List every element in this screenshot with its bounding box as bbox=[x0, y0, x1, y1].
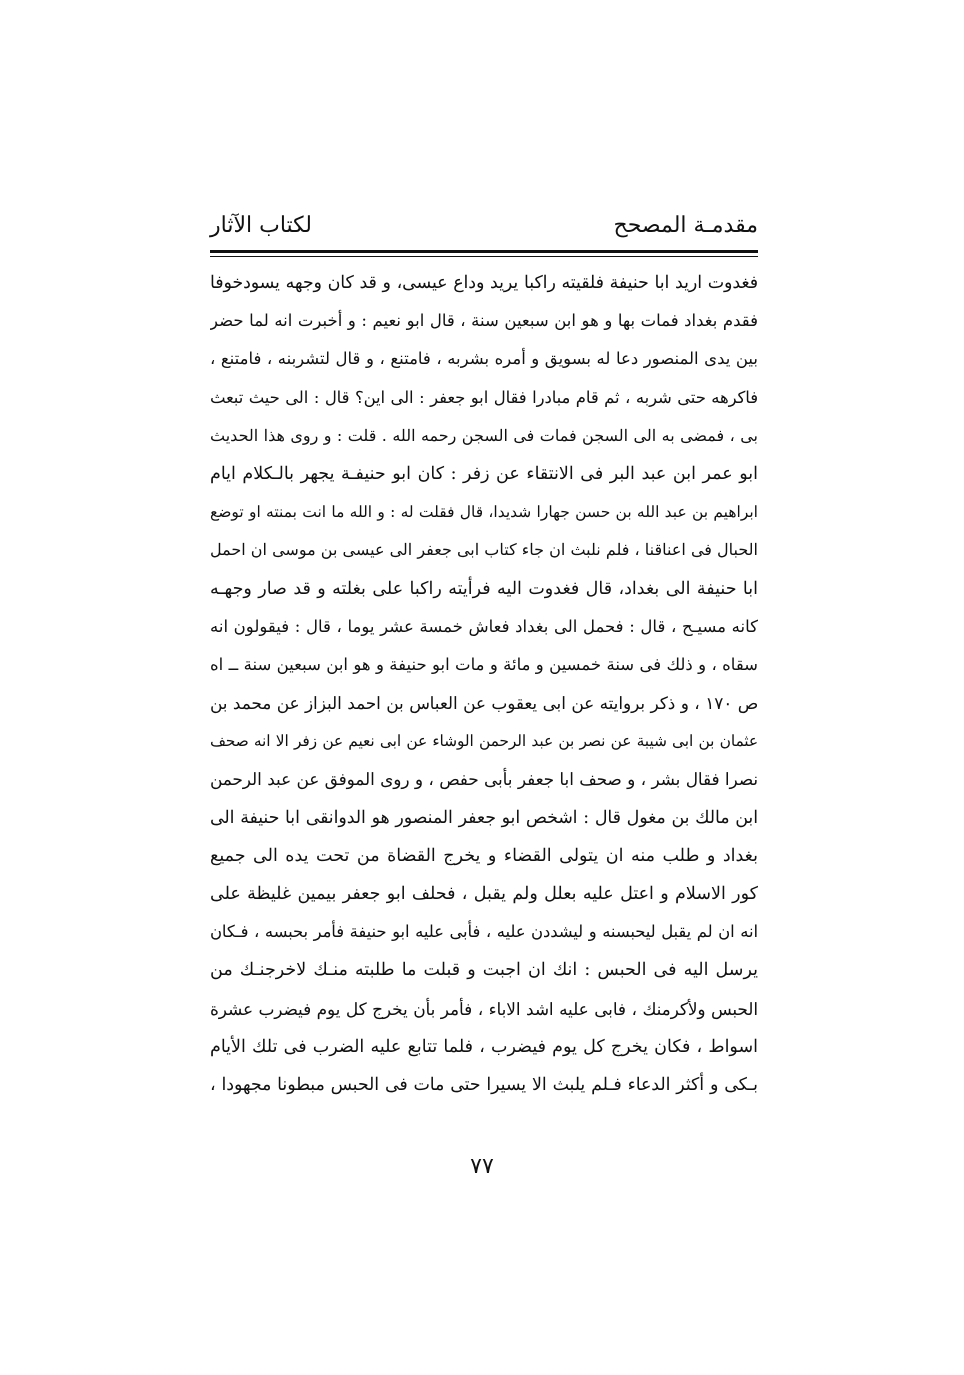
running-header bbox=[210, 208, 758, 248]
text-line: كانه مسيـح ، قال : فحمل الى بغداد فعاش خمسة عشر يوما ، قال : فيقولون انه bbox=[210, 616, 758, 636]
text-line: بـكى و أكثر الدعاء فـلم يلبث الا يسيرا حتى مات فى الحبس مبطونا مجهودا ، bbox=[210, 1074, 758, 1095]
text-line: فقدم بغداد فمات بها و هو ابن سبعين سنة ، قال ابو نعيم : و أخبرت انه لما حضر bbox=[210, 311, 758, 331]
text-line: بى ، فمضى به الى السجن فمات فى السجن رحمه الله . قلت : و روى هذا الحديث bbox=[210, 425, 758, 445]
header-book-title: لكتاب الآثار bbox=[210, 213, 313, 238]
text-line: ابو عمر ابن عبد البر فى الانتقاء عن زفر : كان ابو حنيفـة يجهر بالـكلام ايام bbox=[210, 463, 758, 484]
text-line: ابن مالك بن مغول قال : اشخص ابو جعفر المنصور هو الدوانقى ابا حنيفة الى bbox=[210, 807, 758, 828]
text-line: عثمان بن ابى شيبة عن نصر بن عبد الرحمن الوشاء عن ابى نعيم عن زفر الا انه صحف bbox=[210, 732, 758, 751]
text-line: ابا حنيفة الى بغداد، قال فغدوت اليه فرأيته راكبا على بغلته و قد صار وجهـه bbox=[210, 578, 758, 599]
header-section-title: مقدمـة المصحح bbox=[613, 213, 758, 238]
text-line: بغداد و طلب منه ان يتولى القضاء و يخرج القضاة من تحت يده الى جميع bbox=[210, 845, 758, 866]
text-line: الحبال فى اعناقنا ، فلم نلبث ان جاء كتاب ابى جعفر الى عيسى بن موسى ان احمل bbox=[210, 540, 758, 560]
text-line: اسواط ، فكان يخرج كل يوم فيضرب ، فلما تتابع عليه الضرب فى تلك الأيام bbox=[210, 1036, 758, 1057]
text-line: بين يدى المنصور دعا له بسويق و أمره بشربه ، فامتنع ، و قال لتشربنه ، فامتنع ، bbox=[210, 349, 758, 369]
text-line: فغدوت اريد ابا حنيفة فلقيته راكبا يريد وداع عيسى، و قد كان وجهه يسودخوفا bbox=[210, 273, 758, 293]
text-line: ابراهيم بن عبد الله بن حسن جهارا شديدا، قال فقلت له : و الله ما انت بمنته او توضع bbox=[210, 503, 758, 522]
body-text bbox=[210, 264, 758, 1104]
text-line: انه ان لم يقبل ليحبسنه و ليشددن عليه ، فأبى عليه ابو حنيفة فأمر بحبسه ، فـكان bbox=[210, 922, 758, 942]
text-line: يرسل اليه فى الحبس : انك ان اجبت و قبلت ما طلبته منـك لاخرجنـك من bbox=[210, 960, 758, 981]
text-line: الحبس ولأكرمنك ، فابى عليه اشد الاباء ، فأمر بأن يخرج كل يوم فيضرب عشرة bbox=[210, 998, 758, 1019]
text-line: سقاه ، و ذلك فى سنة خمسين و مائة و مات ابو حنيفة و هو ابن سبعين سنة ــ اه bbox=[210, 654, 758, 674]
header-rule-thin bbox=[210, 256, 758, 257]
header-rule-thick bbox=[210, 250, 758, 253]
text-line: كور الاسلام و اعتل عليه بعلل ولم يقبل ، فحلف ابو جعفر بيمين غليظة على bbox=[210, 884, 758, 904]
page-number: ٧٧ bbox=[470, 1154, 494, 1179]
text-line: نصرا فقال بشر ، و صحف ابا جعفر بأبى حفص ، و روى الموفق عن عبد الرحمن bbox=[210, 769, 758, 790]
text-line: فاكرهه حتى شربه ، ثم قام مبادرا فقال ابو جعفر : الى اين؟ قال : الى حيث تبعث bbox=[210, 387, 758, 407]
text-line: ص ١٧٠ ، و ذكر بروايته عن ابى يعقوب عن العباس بن احمد البزاز عن محمد بن bbox=[210, 693, 758, 714]
